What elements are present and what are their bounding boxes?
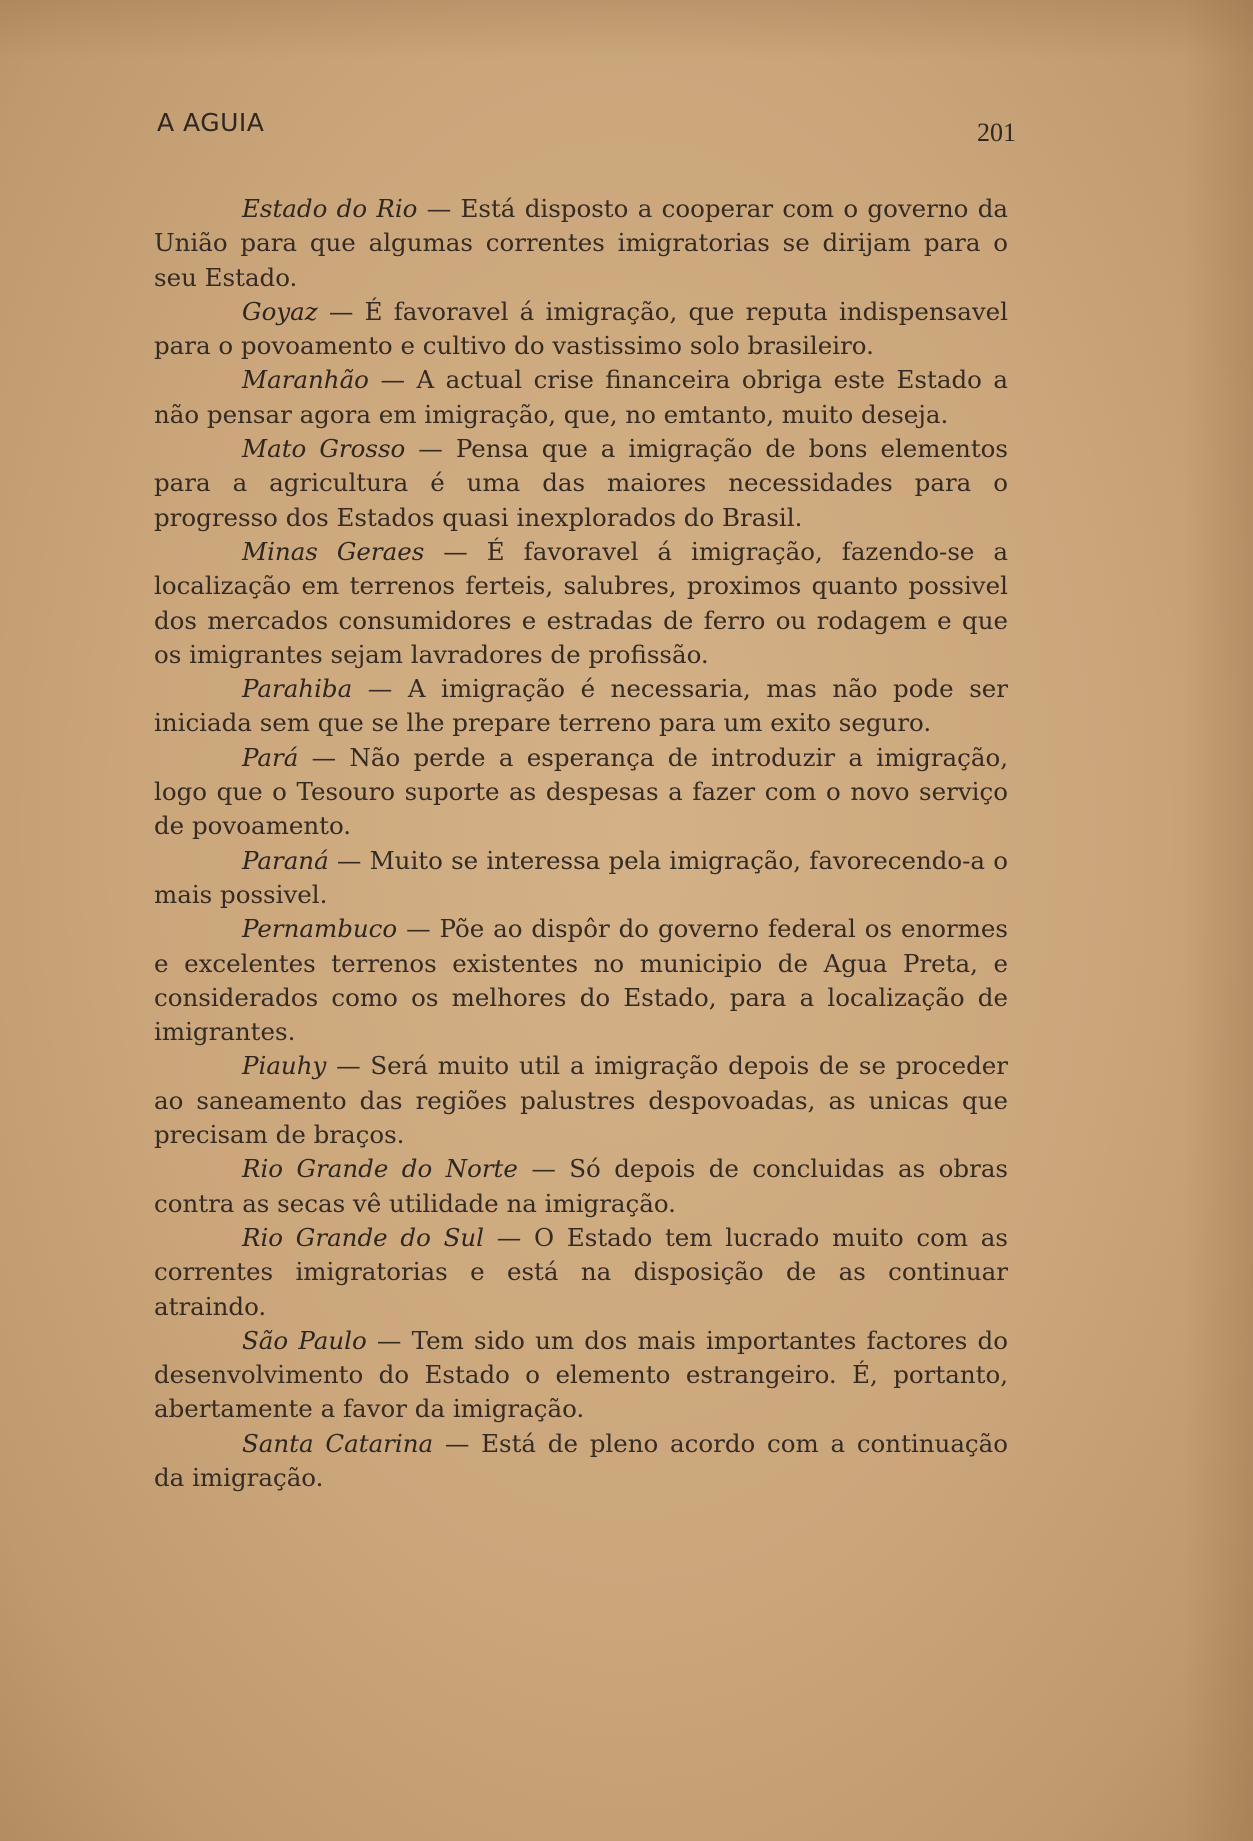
entry-pernambuco — [154, 912, 1008, 1049]
entry-text: — Põe ao dispôr do governo federal os enormes e excelentes terrenos existentes no municipio de Agua Preta, e considerados como os melhores do Estado, para a localização de imigrantes. — [154, 914, 1008, 1047]
entry-minas-geraes — [154, 535, 1008, 672]
entry-sao-paulo — [154, 1324, 1008, 1427]
entry-text: — Só depois de concluidas as obras contra as secas vê utilidade na imigração. — [154, 1154, 1008, 1218]
state-name: Mato Grosso — [242, 434, 406, 464]
entry-text: — A imigração é necessaria, mas não pode ser iniciada sem que se lhe prepare terreno para um exito seguro. — [154, 674, 1008, 738]
entry-parahiba — [154, 672, 1008, 741]
state-name: Minas Geraes — [242, 536, 425, 566]
page-top-shading — [0, 0, 1253, 60]
entry-para — [154, 741, 1008, 844]
state-name: São Paulo — [242, 1325, 367, 1355]
state-name: Pará — [242, 742, 299, 772]
state-name: Rio Grande do Norte — [242, 1154, 518, 1184]
entry-parana — [154, 844, 1008, 913]
entry-rio-grande-do-sul — [154, 1221, 1008, 1324]
entry-text: — Pensa que a imigração de bons elementos para a agricultura é uma das maiores necessidades para o progresso dos Estados quasi inexplorados do Brasil. — [154, 434, 1008, 532]
state-name: Parahiba — [242, 674, 353, 704]
state-name: Pernambuco — [242, 914, 398, 944]
entry-text: — A actual crise financeira obriga este Estado a não pensar agora em imigração, que, no emtanto, muito deseja. — [154, 365, 1008, 429]
entry-text: — Tem sido um dos mais importantes factores do desenvolvimento do Estado o elemento estrangeiro. É, portanto, abertamente a favor da imigração. — [154, 1325, 1008, 1424]
entry-text: — Não perde a esperança de introduzir a imigração, logo que o Tesouro suporte as despesas a fazer com o novo serviço de povoamento. — [154, 742, 1008, 841]
state-name: Maranhão — [242, 365, 369, 395]
entry-text: — Será muito util a imigração depois de se proceder ao saneamento das regiões palustres despovoadas, as unicas que precisam de braços. — [154, 1051, 1008, 1150]
state-name: Goyaz — [242, 296, 318, 326]
entry-piauhy — [154, 1049, 1008, 1152]
entry-mato-grosso — [154, 432, 1008, 535]
entry-text: — Está disposto a cooperar com o governo da União para que algumas correntes imigratorias se dirijam para o seu Estado. — [154, 194, 1008, 292]
running-head: A AGUIA — [157, 108, 265, 137]
state-name: Estado do Rio — [242, 194, 418, 223]
state-name: Rio Grande do Sul — [242, 1222, 484, 1252]
entry-santa-catarina — [154, 1427, 1008, 1496]
entry-text: — É favoravel á imigração, fazendo-se a localização em terrenos ferteis, salubres, proximos quanto possivel dos mercados consumidores e estradas de ferro ou rodagem e que os imigrantes sejam lavradores de profissão. — [154, 536, 1008, 669]
entry-maranhao — [154, 363, 1008, 432]
entry-text: — É favoravel á imigração, que reputa indispensavel para o povoamento e cultivo do vastissimo solo brasileiro. — [154, 296, 1008, 361]
entry-estado-do-rio — [154, 192, 1008, 295]
entry-rio-grande-do-norte — [154, 1152, 1008, 1221]
entry-text: — Muito se interessa pela imigração, favorecendo-a o mais possivel. — [154, 845, 1008, 909]
body-text — [154, 192, 1008, 1495]
state-name: Piauhy — [242, 1051, 327, 1081]
state-name: Santa Catarina — [242, 1428, 434, 1458]
page-number: 201 — [977, 118, 1016, 147]
page-edge-shading — [1183, 0, 1253, 1841]
entry-text: — Está de pleno acordo com a continuação da imigração. — [154, 1428, 1008, 1492]
state-name: Paraná — [242, 845, 329, 875]
entry-goyaz — [154, 295, 1008, 364]
entry-text: — O Estado tem lucrado muito com as correntes imigratorias e está na disposição de as continuar atraindo. — [154, 1222, 1008, 1321]
